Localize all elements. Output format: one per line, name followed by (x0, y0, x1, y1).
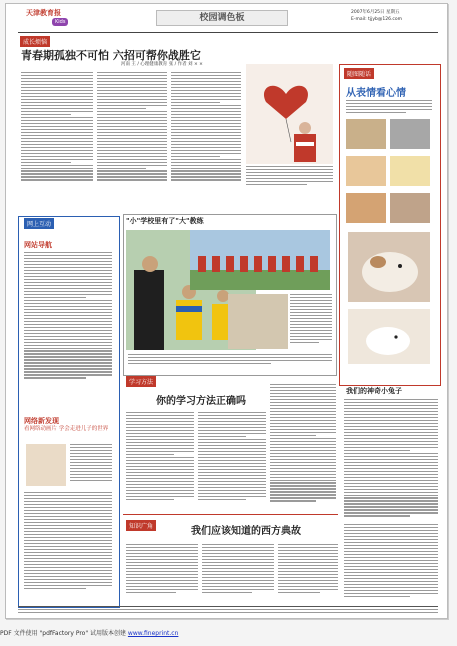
article3-col3 (270, 384, 336, 503)
article4-headline: 我们应该知道的西方典故 (191, 526, 301, 537)
team-photo (190, 230, 330, 290)
article3-headline: 你的学习方法正确吗 (156, 396, 246, 407)
masthead (6, 4, 447, 34)
photo-feature-caption: "小"学校里有了"大"教练 (126, 217, 204, 225)
article4-col1 (126, 544, 198, 595)
article1-byline: 河南 王 / 心理健康教育 张 / 作者 刘 × × (121, 62, 203, 67)
left-sidebar-text2 (70, 444, 112, 483)
left-sidebar-text3 (24, 492, 112, 590)
article1-col1 (21, 72, 93, 182)
section-title: 校园调色板 (156, 10, 288, 26)
rabbit-article-text (344, 399, 438, 518)
cat-photo-4 (390, 156, 430, 186)
article4-kicker: 知识广角 (126, 520, 156, 531)
issue-date: 2007年6月25日 星期五 (351, 10, 400, 15)
left-sidebar-head1: 网站导航 (24, 241, 52, 249)
article1-headline: 青春期孤独不可怕 六招可帮你战胜它 (21, 49, 201, 62)
article4-rule (123, 514, 338, 515)
cat-photo-3 (346, 156, 386, 186)
left-sidebar-head2: 网络新发现 (24, 417, 59, 425)
cat-photo-1 (346, 119, 386, 149)
heart-girl-illustration (246, 64, 333, 164)
article1-kicker: 成长烦恼 (20, 36, 50, 47)
article4-col2 (202, 544, 274, 595)
article4-col3 (278, 544, 338, 595)
article3-kicker: 学习方法 (126, 376, 156, 387)
pdf-footer-link[interactable]: www.fineprint.cn (127, 630, 179, 637)
article3-col1 (126, 412, 194, 502)
article4-col4 (344, 524, 438, 599)
right-column-pull: 从表情看心情 (346, 88, 406, 99)
page-bottom-rule (18, 606, 438, 607)
newspaper-page (5, 3, 448, 619)
training-photo (228, 294, 288, 349)
heart-caption-text (246, 166, 333, 187)
article3-col2 (198, 412, 266, 502)
photo-feature-note (290, 294, 332, 345)
photo-feature-caption-text (128, 354, 332, 366)
pdf-footer (0, 628, 457, 637)
article1-col3 (171, 72, 241, 182)
page-footer-text (18, 609, 438, 615)
right-column-head: 随图随话 (344, 68, 374, 79)
cat-photo-5 (346, 193, 386, 223)
paper-logo: 天津教育报 (26, 8, 61, 17)
article1-col2 (97, 72, 167, 182)
cat-photo-2 (390, 119, 430, 149)
cat-photo-6 (390, 193, 430, 223)
left-sidebar-sub2: 看网络动画片 学会走进儿子的世界 (24, 426, 109, 432)
cartoon-photo (26, 444, 66, 486)
hamster-photo (348, 309, 430, 364)
masthead-rule (18, 32, 438, 33)
right-column-intro (346, 100, 432, 115)
left-sidebar-text1 (24, 252, 112, 380)
rabbit-caption: 我们的神奇小兔子 (346, 387, 402, 395)
email-address: E-mail: tjjyb@126.com (351, 17, 402, 22)
left-sidebar-tag: 网上互动 (24, 218, 54, 229)
guinea-pig-photo (348, 232, 430, 302)
kids-badge: Kids (52, 18, 68, 26)
pdf-footer-text: PDF 文件使用 "pdfFactory Pro" 试用版本创建 (0, 630, 128, 637)
